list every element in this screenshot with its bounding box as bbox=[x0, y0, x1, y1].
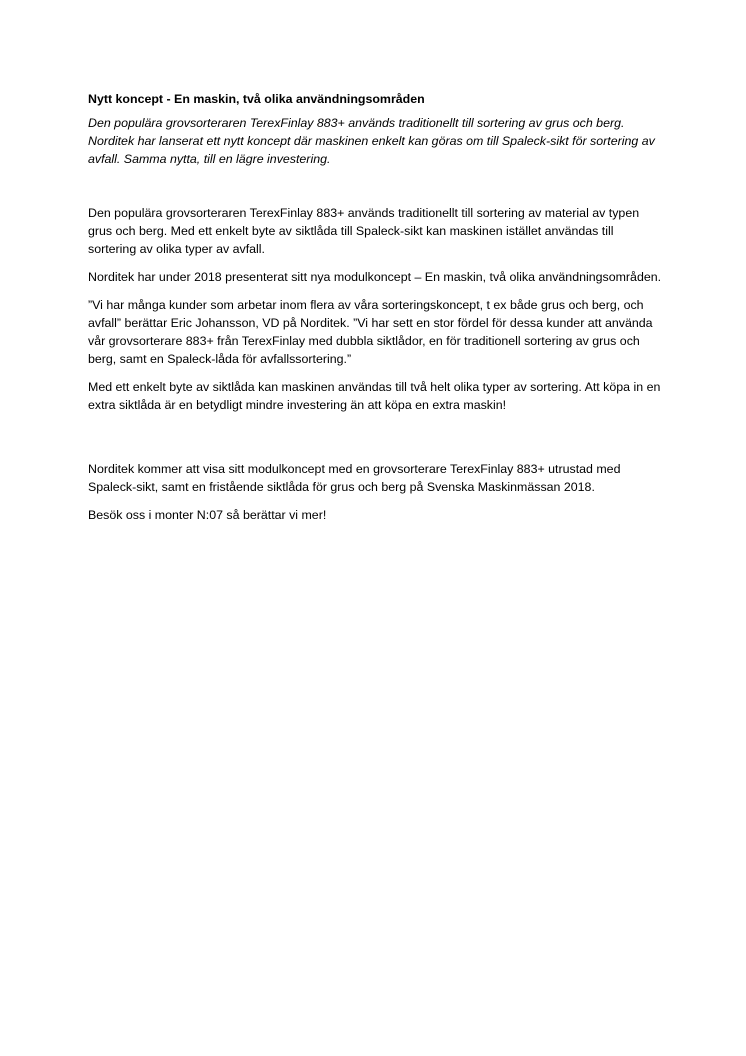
spacer bbox=[88, 168, 662, 204]
lead-paragraph: Den populära grovsorteraren TerexFinlay 883+ används traditionellt till sortering av grus och berg. Norditek har lanserat ett nytt koncept där maskinen enkelt kan göras om till Spaleck-sikt för sortering av avfall. Samma nytta, till en lägre investering. bbox=[88, 116, 655, 166]
document-page bbox=[88, 90, 662, 534]
body-paragraph: Den populära grovsorteraren TerexFinlay 883+ används traditionellt till sortering av material av typen grus och berg. Med ett enkelt byte av siktlåda till Spaleck-sikt kan maskinen istället användas till sortering av olika typer av avfall. bbox=[88, 206, 640, 256]
quote-paragraph: ”Vi har många kunder som arbetar inom flera av våra sorteringskoncept, t ex både grus och berg, och avfall” berättar Eric Johansson, VD på Norditek. ”Vi har sett en stor fördel för dessa kunder att använda vår grovsorterare 883+ från TerexFinlay med dubbla siktlådor, en för traditionell sortering av grus och berg, samt en Spaleck-låda för avfallssortering.” bbox=[88, 298, 653, 366]
body-paragraph: Norditek kommer att visa sitt modulkoncept med en grovsorterare TerexFinlay 883+ utrustad med Spaleck-sikt, samt en fristående siktlåda för grus och berg på Svenska Maskinmässan 2018. bbox=[88, 462, 621, 494]
body-paragraph: Med ett enkelt byte av siktlåda kan maskinen användas till två helt olika typer av sortering. Att köpa in en extra siktlåda är en betydligt mindre investering än att köpa en extra maskin! bbox=[88, 380, 661, 412]
body-paragraph: Norditek har under 2018 presenterat sitt nya modulkoncept – En maskin, två olika användningsområden. bbox=[88, 270, 662, 284]
closing-paragraph: Besök oss i monter N:07 så berättar vi mer! bbox=[88, 508, 327, 522]
document-title: Nytt koncept - En maskin, två olika användningsområden bbox=[88, 92, 425, 106]
spacer bbox=[88, 424, 662, 460]
